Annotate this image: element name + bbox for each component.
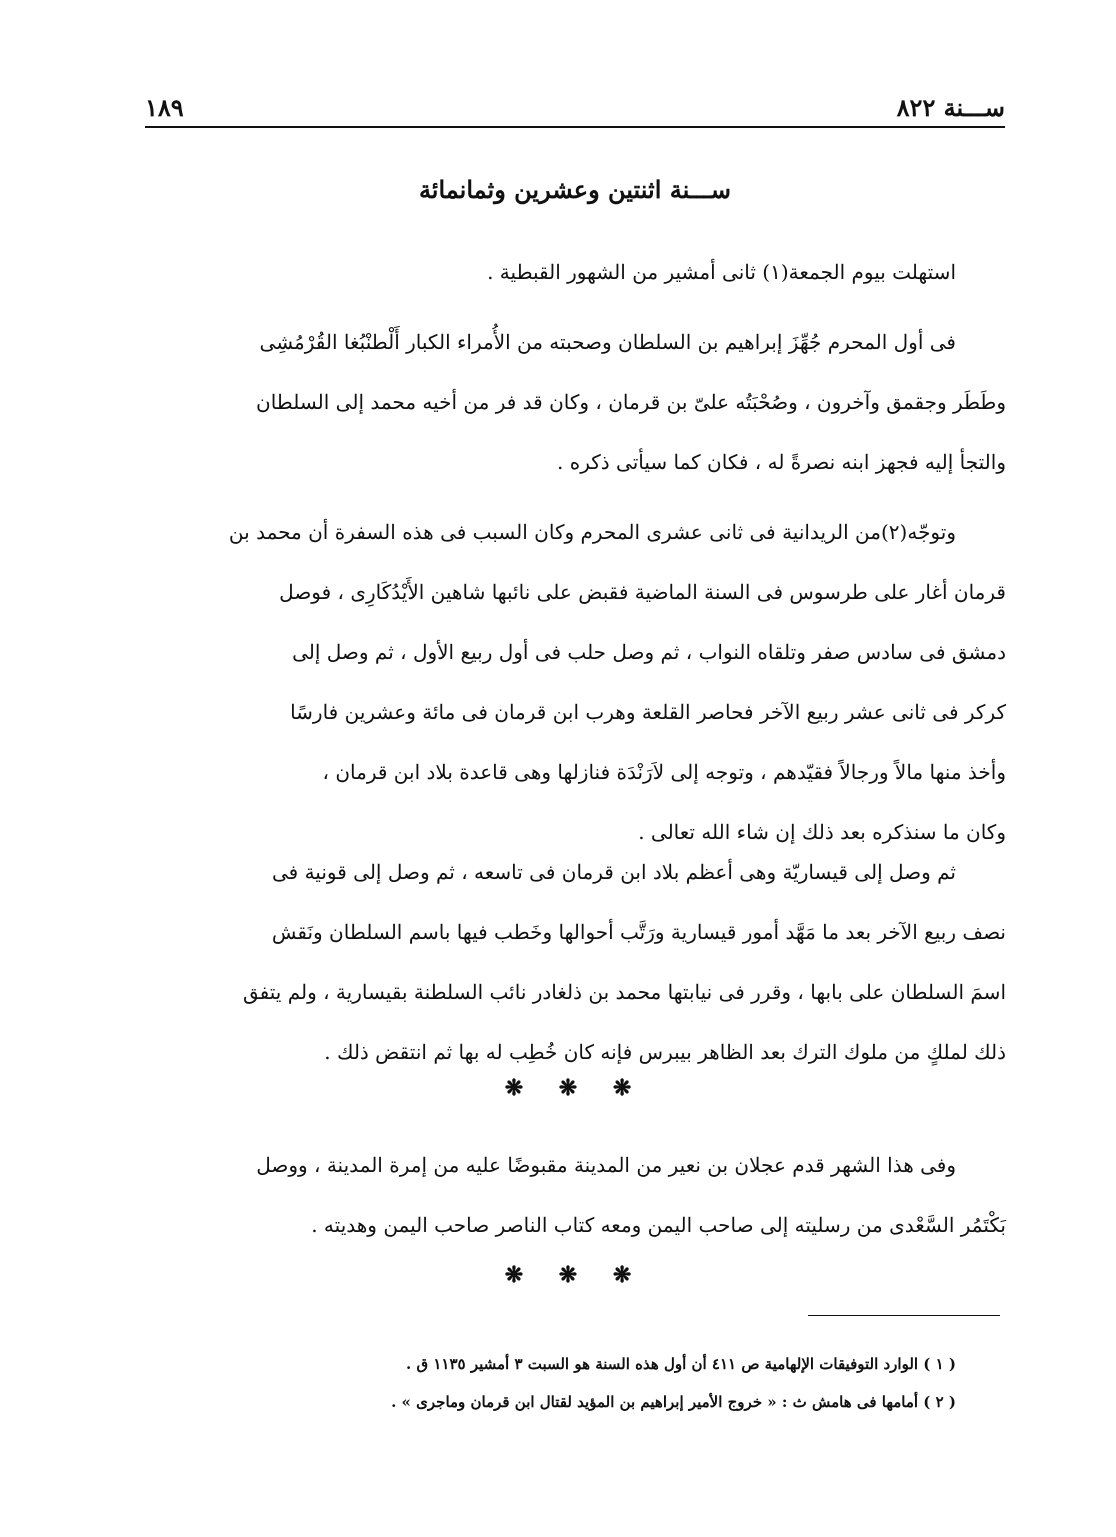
paragraph-line: كركر فى ثانى عشر ربيع الآخر فحاصر القلعة وهرب ابن قرمان فى مائة وعشرين فارسًا [290, 700, 1006, 724]
paragraph-line: اسمَ السلطان على بابها ، وقرر فى نيابتها محمد بن ذلغادر نائب السلطنة بقيسارية ، ولم يتفق [242, 980, 1006, 1004]
footnote-rule [808, 1315, 1000, 1316]
paragraph-line: قرمان أغار على طرسوس فى السنة الماضية فقبض على نائبها شاهين الأَيْدُكَارِى ، فوصل [279, 580, 1006, 604]
header-rule [145, 126, 1005, 128]
paragraph-line: استهلت بيوم الجمعة(١) ثانى أمشير من الشهور القبطية . [487, 260, 956, 284]
paragraph-line: بَكْتَمُر السَّعْدى من رسليته إلى صاحب اليمن ومعه كتاب الناصر صاحب اليمن وهديته . [311, 1213, 1006, 1237]
paragraph [146, 242, 1006, 302]
paragraph [146, 312, 1006, 492]
paragraph [146, 1135, 1006, 1255]
section-ornament: ❋ ❋ ❋ [504, 1262, 646, 1288]
running-title: ســـنة ٨٢٢ [896, 93, 1005, 122]
paragraph-line: والتجأ إليه فجهز ابنه نصرةً له ، فكان كما سيأتى ذكره . [557, 450, 1006, 474]
paragraph-line: نصف ربيع الآخر بعد ما مَهَّد أمور قيسارية ورَتَّب أحوالها وخَطب فيها باسم السلطان ونَقش [271, 920, 1006, 944]
footnote: ( ٢ ) أمامها فى هامش ث : « خروج الأمير إبراهيم بن المؤيد لقتال ابن قرمان وماجرى » . [391, 1393, 956, 1411]
running-header [145, 82, 1005, 122]
paragraph-line: فى أول المحرم جُهِّزَ إبراهيم بن السلطان وصحبته من الأُمراء الكبار أَلْطنْبُغا القُرْمُشِى [259, 330, 956, 354]
paragraph-line: ثم وصل إلى قيساريّة وهى أعظم بلاد ابن قرمان فى تاسعه ، ثم وصل إلى قونية فى [271, 860, 956, 884]
paragraph-line: وتوجّه(٢)من الريدانية فى ثانى عشرى المحرم وكان السبب فى هذه السفرة أن محمد بن [228, 520, 956, 544]
chapter-title: ســـنة اثنتين وعشرين وثمانمائة [418, 175, 732, 204]
section-ornament: ❋ ❋ ❋ [504, 1075, 646, 1101]
paragraph [146, 842, 1006, 1082]
paragraph-line: وكان ما سنذكره بعد ذلك إن شاء الله تعالى . [638, 820, 1006, 844]
paragraph-line: وطَطَر وجقمق وآخرون ، وصُحْبَتُه علىّ بن قرمان ، وكان قد فر من أخيه محمد إلى السلطان [256, 390, 1006, 414]
paragraph [146, 502, 1006, 862]
paragraph-line: وأخذ منها مالاً ورجالاً فقيّدهم ، وتوجه إلى لاَرَنْدَة فنازلها وهى قاعدة بلاد ابن قرمان ، [322, 760, 1006, 784]
paragraph-line: دمشق فى سادس صفر وتلقاه النواب ، ثم وصل حلب فى أول ربيع الأول ، ثم وصل إلى [292, 640, 1006, 664]
footnote: ( ١ ) الوارد التوفيقات الإلهامية ص ٤١١ أن أول هذه السنة هو السبت ٣ أمشير ١١٣٥ ق . [406, 1355, 956, 1373]
paragraph-line: وفى هذا الشهر قدم عجلان بن نعير من المدينة مقبوضًا عليه من إمرة المدينة ، ووصل [256, 1153, 956, 1177]
page-number: ١٨٩ [145, 93, 184, 122]
paragraph-line: ذلك لملكٍ من ملوك الترك بعد الظاهر بيبرس فإنه كان خُطِب له بها ثم انتقض ذلك . [324, 1040, 1006, 1064]
